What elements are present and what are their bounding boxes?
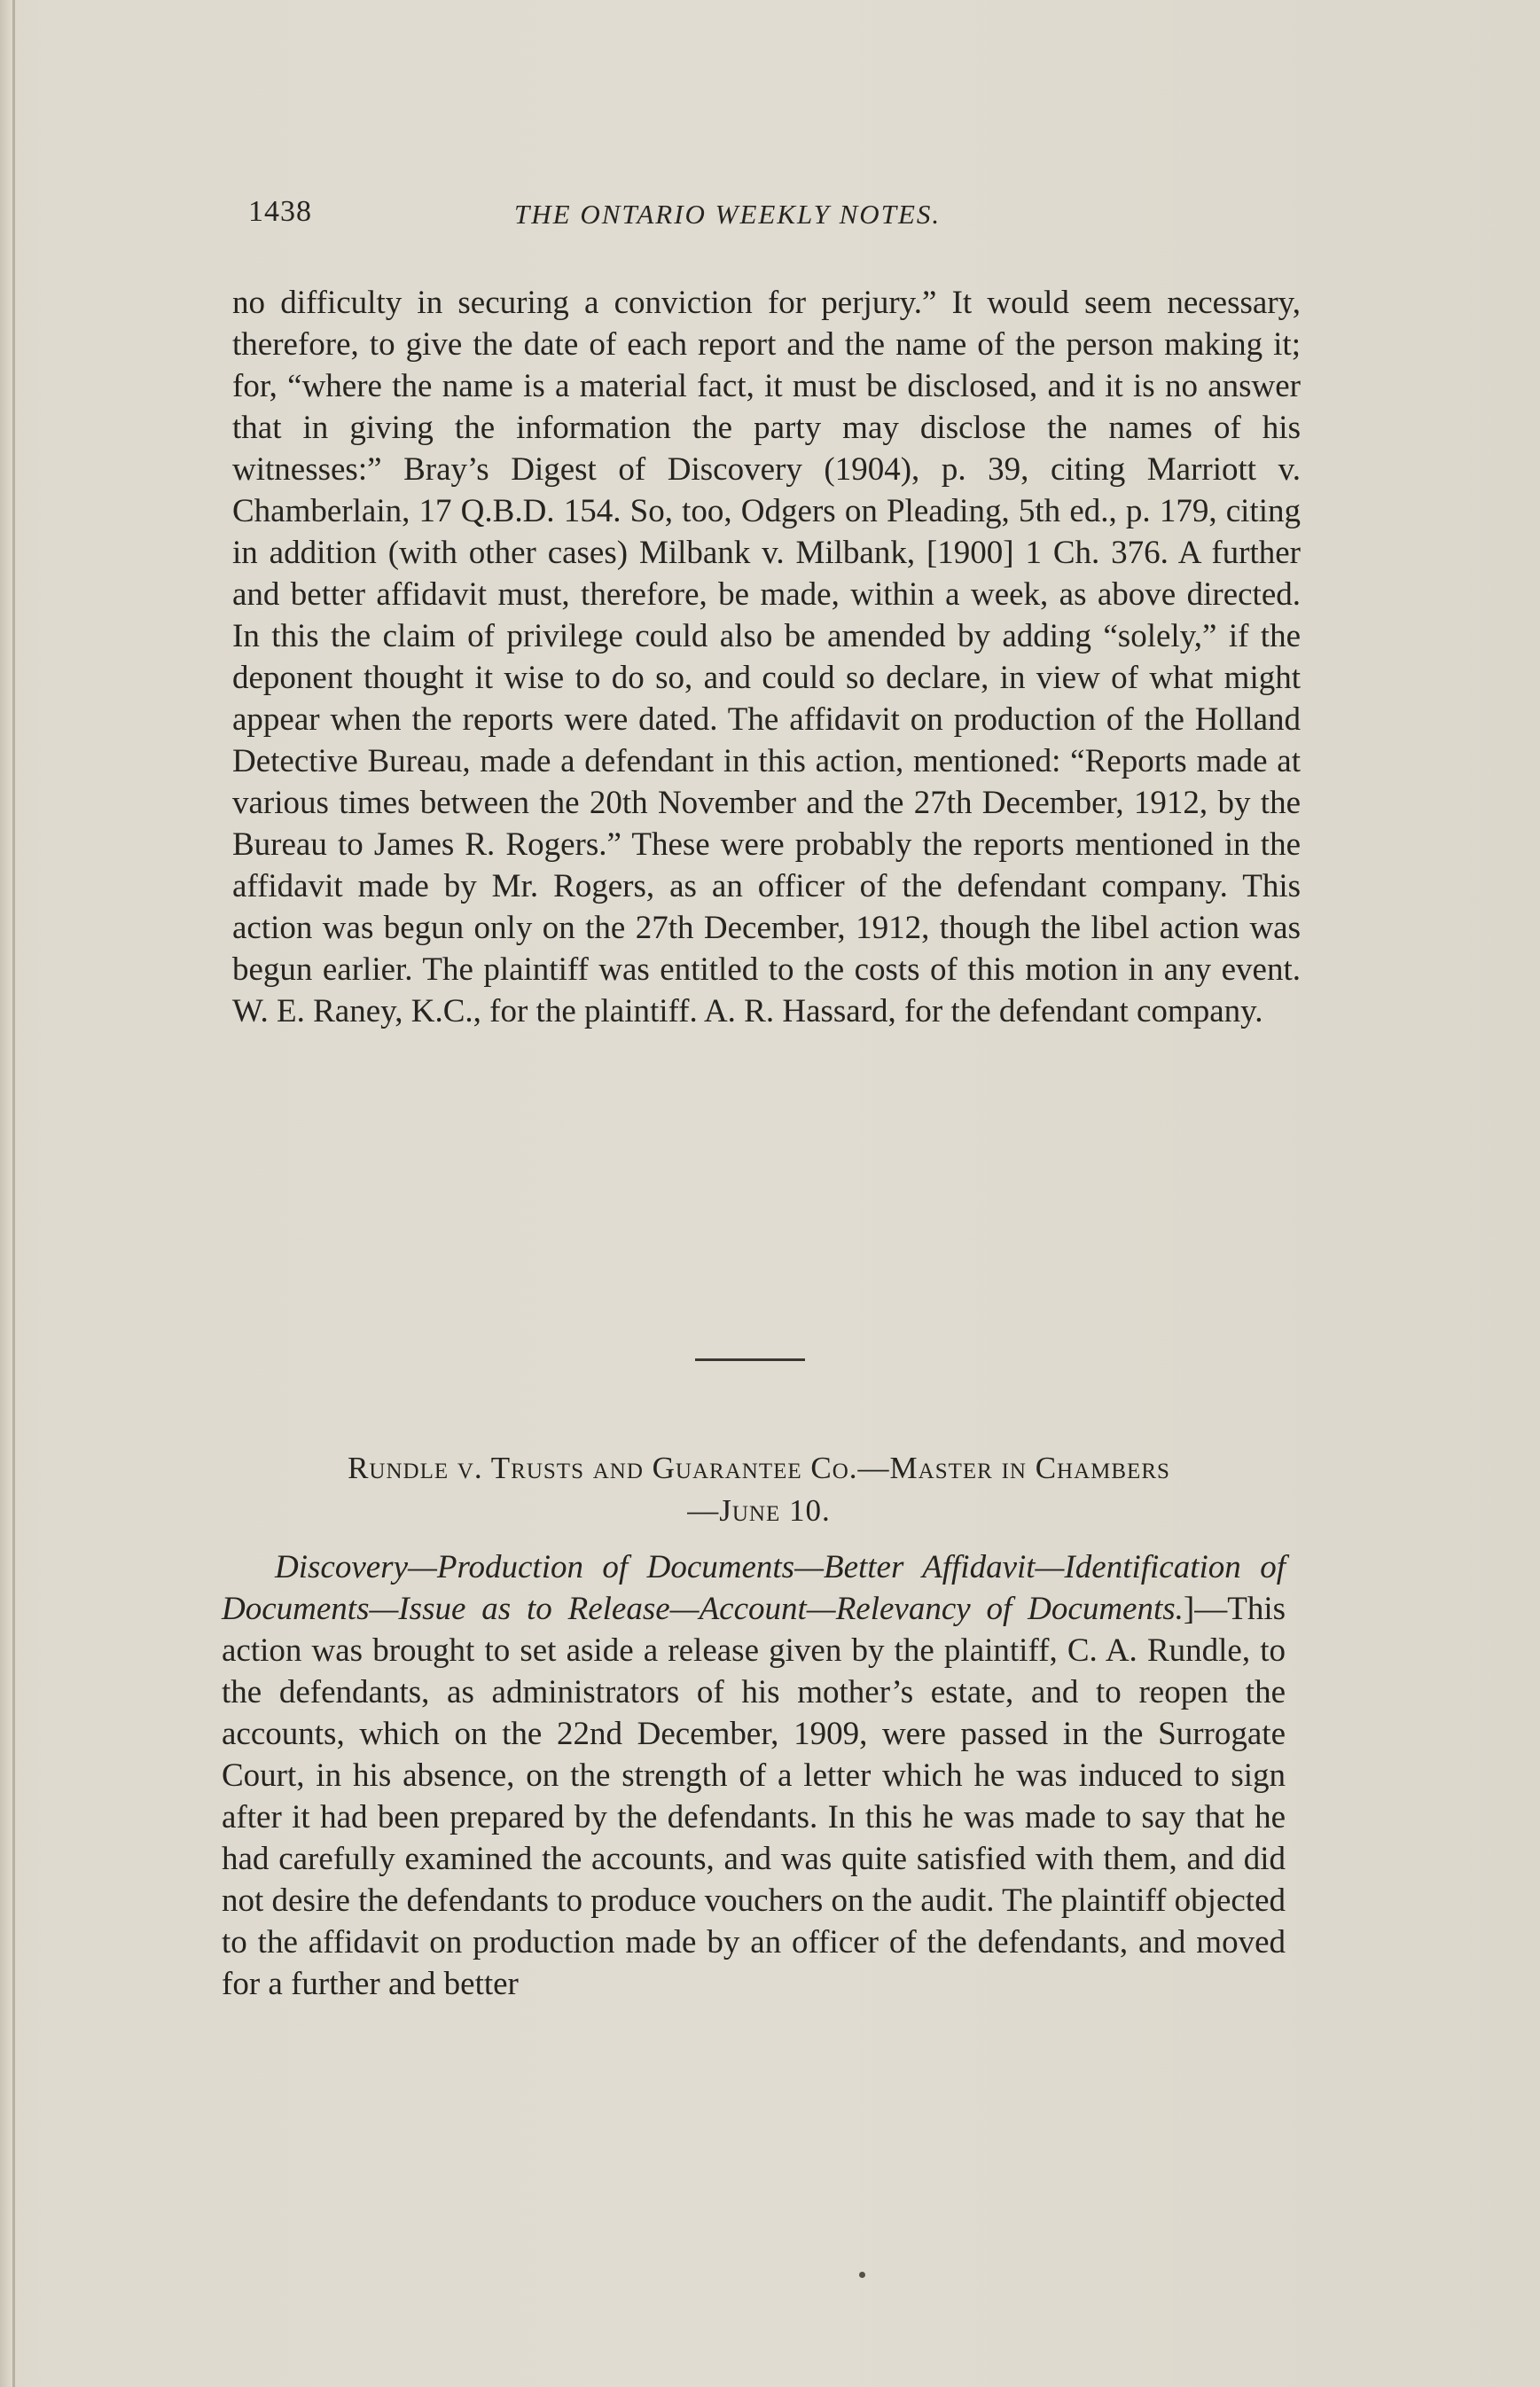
continuation-paragraph [232, 282, 1301, 1032]
binding-edge [12, 0, 15, 2387]
running-title: THE ONTARIO WEEKLY NOTES. [514, 199, 942, 230]
case-paragraph [222, 1546, 1286, 2005]
paper-speck [859, 2272, 865, 2278]
section-divider [695, 1358, 805, 1361]
case-text [222, 1546, 1286, 2005]
page-header [248, 195, 1312, 248]
case-heading [222, 1447, 1296, 1532]
continuation-text: no difficulty in securing a conviction for perjury.” It would seem necessary, therefore, to give the date of each report and the name of the person making it; for, “where the name is a material fact, it must be disclosed, and it is no answer that in giving the information the party may disclose the names of his witnesses:” Bray’s Digest of Discovery (1904), p. 39, citing Marriott v. Chamberlain, 17 Q.B.D. 154. So, too, Odgers on Pleading, 5th ed., p. 179, citing in addition (with other cases) Milbank v. Milbank, [1900] 1 Ch. 376. A further and better affidavit must, therefore, be made, within a week, as above directed. In this the claim of privilege could also be amended by adding “solely,” if the deponent thought it wise to do so, and could so declare, in view of what might appear when the reports were dated. The affidavit on production of the Holland Detective Bureau, made a defendant in this action, mentioned: “Reports made at various times between the 20th November and the 27th December, 1912, by the Bureau to James R. Rogers.” These were probably the reports mentioned in the affidavit made by Mr. Rogers, as an officer of the defendant company. This action was begun only on the 27th December, 1912, though the libel action was begun earlier. The plaintiff was entitled to the costs of this motion in any event. W. E. Raney, K.C., for the plaintiff. A. R. Hassard, for the defendant company. [232, 285, 1301, 1029]
page-number: 1438 [248, 195, 312, 228]
case-title: Rundle v. Trusts and Guarantee Co.—Master in Chambers [348, 1451, 1170, 1485]
case-body: ]—This action was brought to set aside a release given by the plaintiff, C. A. Rundle, to the defendants, as administrators of his mother’s estate, and to reopen the accounts, which on the 22nd December, 1909, were passed in the Surrogate Court, in his absence, on the strength of a letter which he was induced to sign after it had been prepared by the defendants. In this he was made to say that he had carefully examined the accounts, and was quite satisfied with them, and did not desire the defendants to produce vouchers on the audit. The plaintiff objected to the affidavit on production made by an officer of the defendants, and moved for a further and better [222, 1591, 1286, 2002]
case-date: —June 10. [687, 1493, 831, 1528]
case-headnote: Discovery—Production of Documents—Better Affidavit—Identification of Documents—Issue as to Release—Account—Relevancy of Documents. [222, 1549, 1286, 1627]
